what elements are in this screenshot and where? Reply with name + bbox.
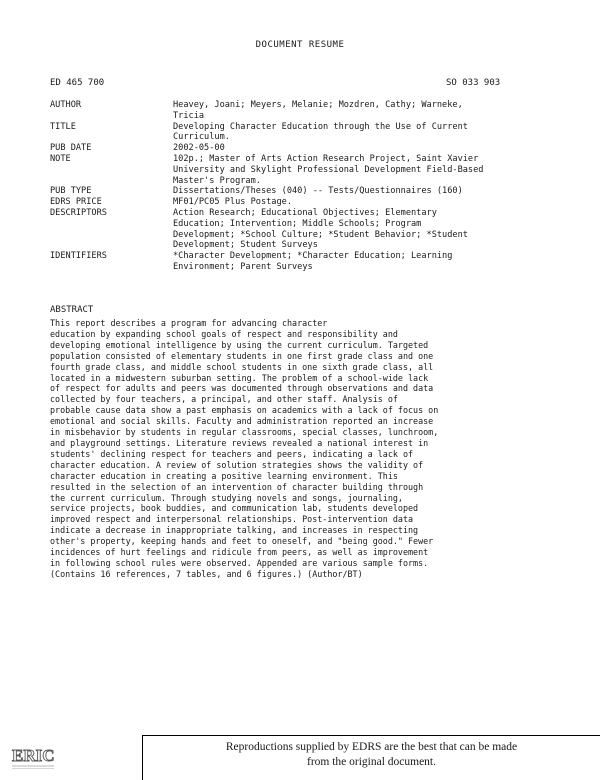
abstract-label: ABSTRACT [50, 305, 94, 315]
field-pub-type [50, 186, 550, 197]
field-value: *Character Development; *Character Education; Learning Environment; Parent Surveys [173, 251, 453, 272]
field-identifiers [50, 251, 550, 273]
eric-logo-icon [10, 742, 58, 772]
field-edrs-price [50, 197, 550, 208]
reproduction-notice [142, 735, 600, 780]
eric-logo-text: ERIC [12, 746, 55, 765]
field-label: AUTHOR [50, 100, 82, 110]
field-label: TITLE [50, 121, 76, 132]
field-value: Action Research; Educational Objectives; Elementary Education; Intervention; Middle Schools; Program Development; *School Culture; *Student Behavior; *Student Development; Student Surveys [173, 207, 468, 251]
abstract-text: This report describes a program for advancing character education by expanding school goals of respect and responsibility and developing emotional intelligence by using the current curriculum. Targeted population consisted of elementary students in one first grade class and one fourth grade class, and middle school students in one sixth grade class, all located in a midwestern suburban setting. The problem of a school-wide lack of respect for adults and peers was documented through observations and data collected by four teachers, a principal, and other staff. Analysis of probable cause data show a past emphasis on academics with a lack of focus on emotional and social skills. Faculty and administration reported an increase in misbehavior by students in regular classrooms, special classes, lunchroom, and playground settings. Literature reviews revealed a national interest in students' declining respect for teachers and peers, indicating a lack of character education. A review of solution strategies shows the validity of character education in creating a positive learning environment. This resulted in the selection of an intervention of character building through the current curriculum. Through studying novels and songs, journaling, service projects, book buddies, and communication lab, students developed improved respect and interpersonal relationships. Post-intervention data indicate a decrease in inappropriate talking, and increases in respecting other's property, keeping hands and feet to oneself, and "being good." Fewer incidences of hurt feelings and ridicule from peers, as well as improvement in following school rules were observed. Appended are various sample forms. (Contains 16 references, 7 tables, and 6 figures.) (Author/BT) [50, 318, 439, 579]
field-pub-date [50, 143, 550, 154]
field-value: 2002-05-00 [173, 143, 225, 154]
so-number: SO 033 903 [446, 78, 501, 88]
metadata-fields [50, 100, 550, 273]
field-label: DESCRIPTORS [50, 207, 107, 218]
field-value: 102p.; Master of Arts Action Research Project, Saint Xavier University and Skylight Professional Development Field-Based Master's Program. [173, 153, 484, 186]
field-value: MF01/PC05 Plus Postage. [173, 197, 292, 208]
reproduction-notice-line-2: from the original document. [306, 756, 437, 768]
field-label: NOTE [50, 153, 71, 164]
ed-number: ED 465 700 [50, 78, 105, 88]
field-title [50, 122, 550, 144]
field-value: Dissertations/Theses (040) -- Tests/Questionnaires (160) [173, 186, 463, 197]
document-title: DOCUMENT RESUME [255, 40, 345, 50]
field-label: PUB DATE [50, 143, 92, 154]
field-descriptors [50, 208, 550, 251]
field-label: IDENTIFIERS [50, 251, 107, 262]
field-note [50, 154, 550, 186]
reproduction-notice-line-1: Reproductions supplied by EDRS are the best that can be made [225, 741, 518, 753]
field-value: Heavey, Joani; Meyers, Melanie; Mozdren, Cathy; Warneke, Tricia [173, 100, 463, 121]
field-label: EDRS PRICE [50, 197, 102, 208]
field-author [50, 100, 550, 122]
field-label: PUB TYPE [50, 186, 92, 197]
field-value: Developing Character Education through the Use of Current Curriculum. [173, 121, 468, 143]
